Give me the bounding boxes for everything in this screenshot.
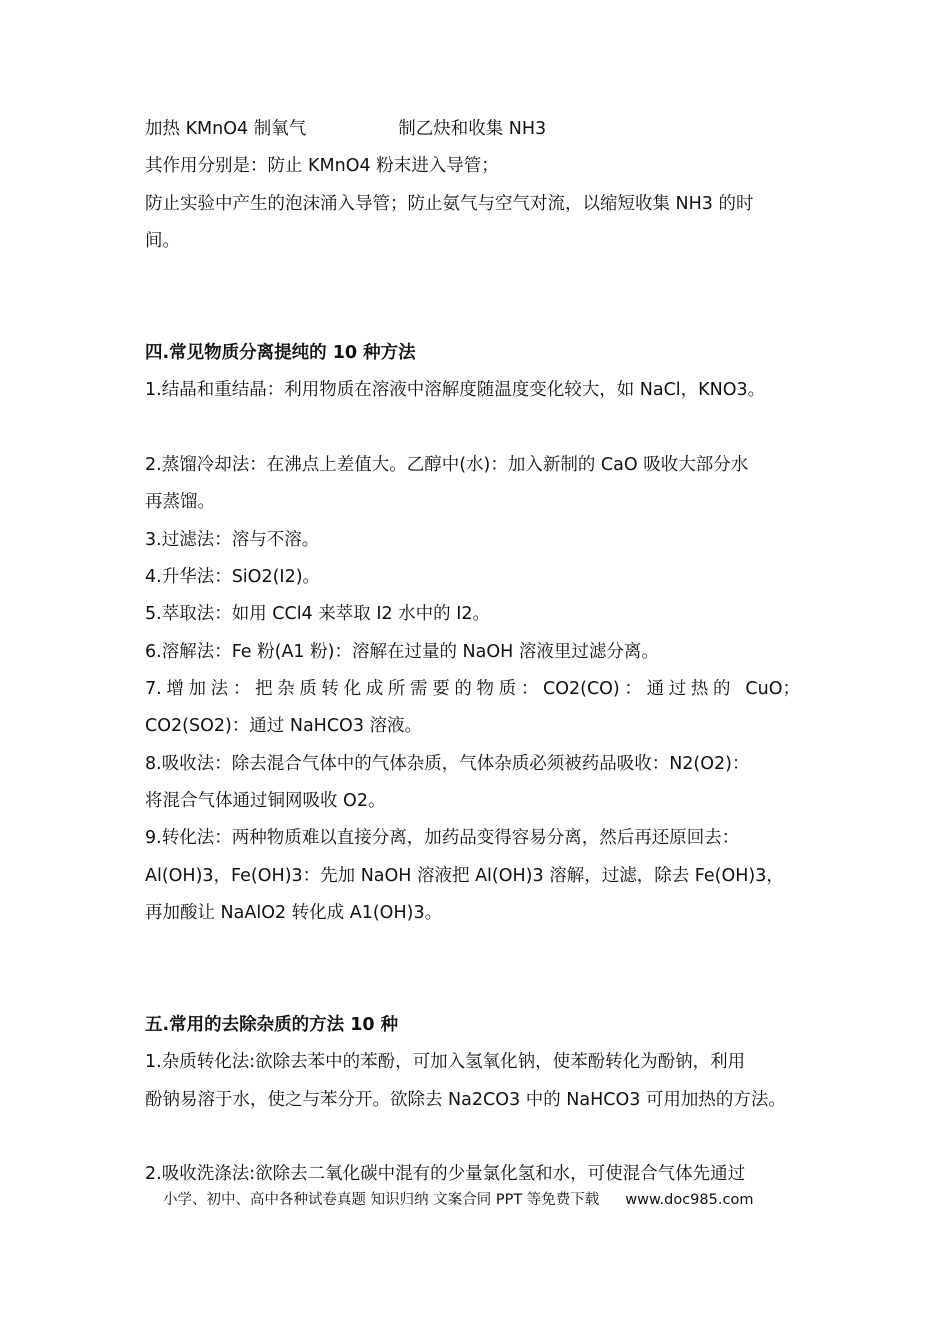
section-heading-impurity-removal: 五.常用的去除杂质的方法 10 种: [145, 1015, 399, 1035]
text-line: 将混合气体通过铜网吸收 O2。: [145, 791, 386, 811]
text-line: 3.过滤法：溶与不溶。: [145, 530, 320, 550]
text-line: 6.溶解法：Fe 粉(A1 粉)：溶解在过量的 NaOH 溶液里过滤分离。: [145, 642, 659, 662]
text-line: 1.结晶和重结晶：利用物质在溶液中溶解度随温度变化较大，如 NaCl，KNO3。: [145, 380, 766, 400]
text-line: 5.萃取法：如用 CCl4 来萃取 I2 水中的 I2。: [145, 604, 491, 624]
text-line: 间。: [145, 231, 180, 251]
text-line-kmno4-acetylene: [145, 117, 546, 141]
text-line: 1.杂质转化法:欲除去苯中的苯酚，可加入氢氧化钠，使苯酚转化为酚钠，利用: [145, 1052, 746, 1072]
text-line: 防止实验中产生的泡沫涌入导管；防止氨气与空气对流，以缩短收集 NH3 的时: [145, 194, 754, 214]
footer-text: 小学、初中、高中各种试卷真题 知识归纳 文案合同 PPT 等免费下载: [163, 1192, 600, 1208]
text-line: 4.升华法：SiO2(I2)。: [145, 567, 321, 587]
text-line: 2.蒸馏冷却法：在沸点上差值大。乙醇中(水)：加入新制的 CaO 吸收大部分水: [145, 455, 749, 475]
text-line: 7.增加法：把杂质转化成所需要的物质：CO2(CO)：通过热的 CuO；: [145, 679, 800, 699]
text-line: Al(OH)3，Fe(OH)3：先加 NaOH 溶液把 Al(OH)3 溶解，过滤，除去 Fe(OH)3，: [145, 866, 784, 886]
text-kmno4-heating: 加热 KMnO4 制氧气: [145, 119, 307, 139]
text-line: 2.吸收洗涤法:欲除去二氧化碳中混有的少量氯化氢和水，可使混合气体先通过: [145, 1164, 746, 1184]
text-line: CO2(SO2)：通过 NaHCO3 溶液。: [145, 716, 423, 736]
text-line: 9.转化法：两种物质难以直接分离，加药品变得容易分离，然后再还原回去：: [145, 828, 740, 848]
text-line: 再蒸馏。: [145, 492, 215, 512]
footer-url: www.doc985.com: [625, 1192, 754, 1208]
text-line: 其作用分别是：防止 KMnO4 粉末进入导管；: [145, 156, 499, 176]
text-acetylene-nh3: 制乙炔和收集 NH3: [398, 119, 547, 139]
text-line: 再加酸让 NaAlO2 转化成 A1(OH)3。: [145, 903, 443, 923]
section-heading-separation-methods: 四.常见物质分离提纯的 10 种方法: [145, 343, 416, 363]
page-footer: [163, 1190, 753, 1210]
text-line: 8.吸收法：除去混合气体中的气体杂质，气体杂质必须被药品吸收：N2(O2)：: [145, 754, 750, 774]
text-line: 酚钠易溶于水，使之与苯分开。欲除去 Na2CO3 中的 NaHCO3 可用加热的方法。: [145, 1090, 786, 1110]
